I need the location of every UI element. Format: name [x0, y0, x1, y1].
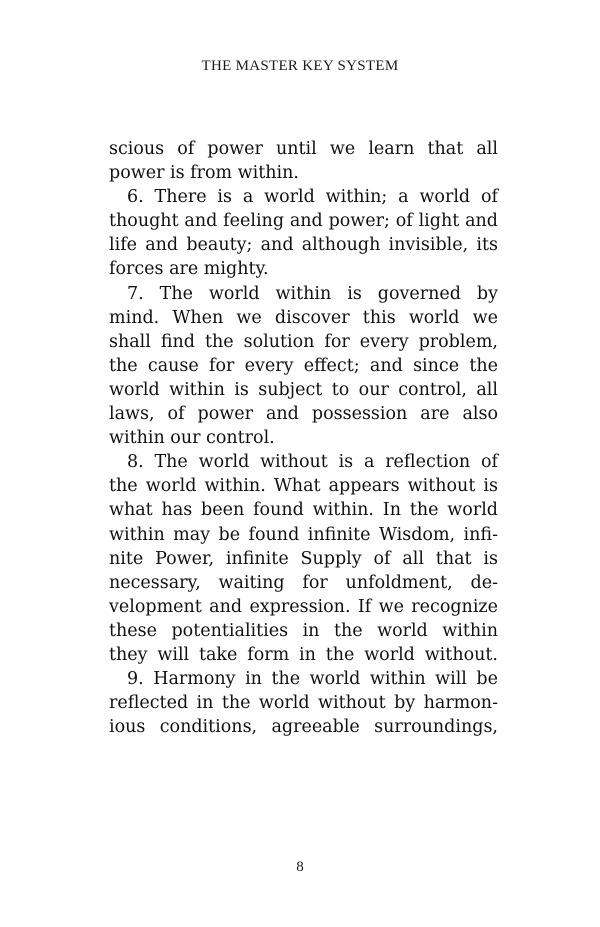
text-line: what has been found within. In the world — [109, 500, 498, 521]
text-line: power is from within. — [109, 163, 299, 184]
text-line: world within is subject to our control, all — [109, 379, 498, 400]
text-line: velopment and expression. If we recognize — [109, 596, 498, 617]
paragraph-6-start: 6. There is a world within; a world of — [127, 187, 498, 208]
paragraph-7-start: 7. The world within is governed by — [127, 283, 498, 304]
text-line: within may be found infinite Wisdom, infi- — [109, 524, 498, 545]
text-line: life and beauty; and although invisible, its — [109, 235, 498, 256]
text-line: the cause for every effect; and since the — [109, 355, 498, 376]
text-line: they will take form in the world without. — [109, 644, 498, 665]
text-line: these potentialities in the world within — [109, 620, 498, 641]
text-line: forces are mighty. — [109, 259, 269, 280]
text-line: scious of power until we learn that all — [109, 139, 498, 159]
text-line: laws, of power and possession are also — [109, 404, 498, 425]
paragraph-8-start: 8. The world without is a reflection of — [127, 452, 498, 473]
text-line: reflected in the world without by harmon- — [109, 693, 498, 714]
running-head: THE MASTER KEY SYSTEM — [201, 58, 399, 74]
page-number: 8 — [296, 859, 304, 875]
text-line: within our control. — [109, 428, 275, 449]
body-text — [109, 137, 498, 739]
text-line: necessary, waiting for unfoldment, de- — [109, 572, 498, 593]
text-line: nite Power, infinite Supply of all that is — [109, 548, 498, 569]
paragraph-9-start: 9. Harmony in the world within will be — [127, 669, 498, 690]
text-line: thought and feeling and power; of light and — [109, 211, 498, 232]
text-line: the world within. What appears without is — [109, 476, 498, 497]
text-line: ious conditions, agreeable surroundings, — [109, 717, 498, 738]
text-line: mind. When we discover this world we — [109, 307, 498, 328]
text-line: shall find the solution for every problem, — [109, 331, 498, 352]
